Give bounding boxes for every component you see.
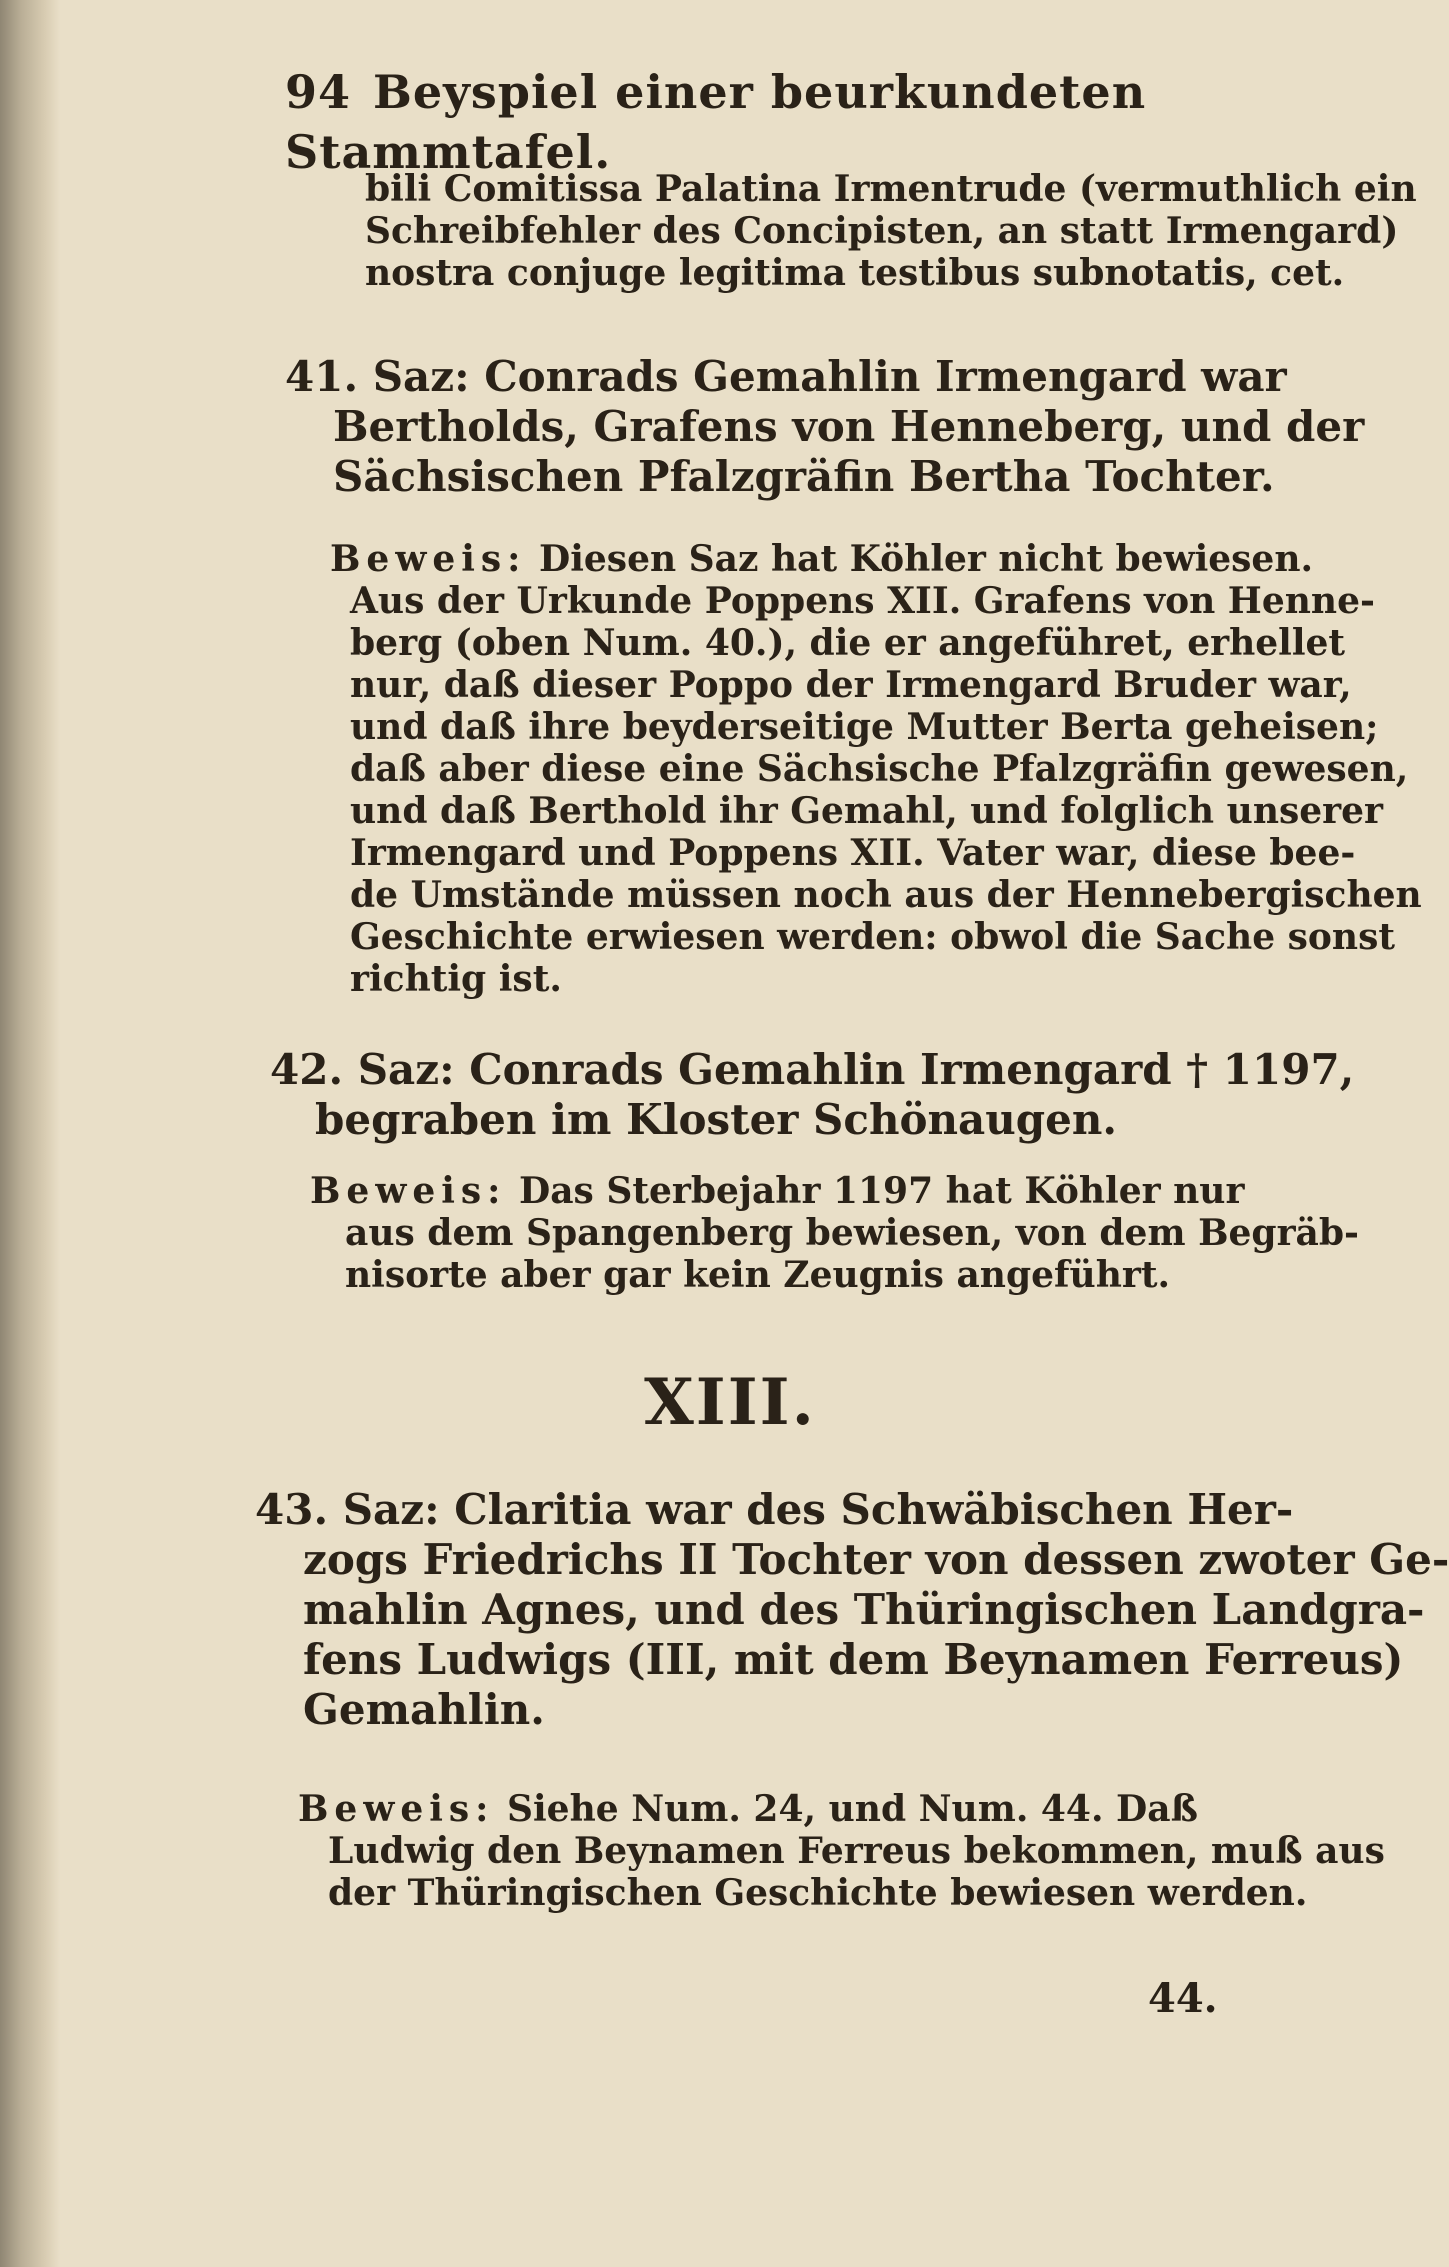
proof-label: Beweis: — [310, 1170, 507, 1212]
text-line: und daß Berthold ihr Gemahl, und folglich unserer — [350, 790, 1383, 832]
text-line: mahlin Agnes, und des Thüringischen Landgra- — [303, 1585, 1425, 1634]
proof-first-line — [330, 538, 1422, 580]
text-line: Sächsischen Pfalzgräfin Bertha Tochter. — [333, 452, 1275, 501]
text-line: Geschichte erwiesen werden: obwol die Sache sonst — [350, 916, 1395, 958]
text-line: Siehe Num. 24, und Num. 44. Daß — [494, 1788, 1198, 1830]
thesis-42 — [270, 1045, 1354, 1145]
text-line: Schreibfehler des Concipisten, an statt Irmengard) — [365, 210, 1399, 252]
running-title: Beyspiel einer beurkundeten Stammtafel. — [285, 65, 1147, 179]
proof-label: Beweis: — [298, 1788, 495, 1830]
text-line: Irmengard und Poppens XII. Vater war, diese bee- — [350, 832, 1356, 874]
catchword: 44. — [1148, 1975, 1218, 2022]
text-line: berg (oben Num. 40.), die er angeführet, erhellet — [350, 622, 1346, 664]
text-line: 42. Saz: Conrads Gemahlin Irmengard † 1197, — [270, 1045, 1355, 1094]
proof-41 — [330, 538, 1422, 1000]
text-line: aus dem Spangenberg bewiesen, von dem Begräb- — [345, 1212, 1359, 1254]
text-line: nisorte aber gar kein Zeugnis angeführt. — [345, 1254, 1171, 1296]
text-line: Gemahlin. — [303, 1685, 545, 1734]
text-line: richtig ist. — [350, 958, 562, 1000]
thesis-41 — [285, 352, 1364, 502]
proof-first-line — [298, 1788, 1385, 1830]
text-line: Bertholds, Grafens von Henneberg, und der — [333, 402, 1365, 451]
text-line: bili Comitissa Palatina Irmentrude (vermuthlich ein — [365, 168, 1417, 210]
text-line: nostra conjuge legitima testibus subnotatis, cet. — [365, 252, 1345, 294]
text-line: Das Sterbejahr 1197 hat Köhler nur — [506, 1170, 1245, 1212]
thesis-43 — [255, 1485, 1449, 1735]
text-line: Aus der Urkunde Poppens XII. Grafens von Henne- — [350, 580, 1375, 622]
page-number: 94 — [285, 65, 352, 119]
proof-42 — [310, 1170, 1359, 1296]
running-header — [285, 62, 1245, 182]
text-line: und daß ihre beyderseitige Mutter Berta geheisen; — [350, 706, 1379, 748]
text-line: zogs Friedrichs II Tochter von dessen zwoter Ge- — [303, 1535, 1449, 1584]
text-line: fens Ludwigs (III, mit dem Beynamen Ferreus) — [303, 1635, 1404, 1684]
text-line: 43. Saz: Claritia war des Schwäbischen Her- — [255, 1485, 1294, 1534]
proof-first-line — [310, 1170, 1359, 1212]
text-line: nur, daß dieser Poppo der Irmengard Bruder war, — [350, 664, 1352, 706]
chapter-heading: XIII. — [644, 1365, 816, 1440]
text-line: daß aber diese eine Sächsische Pfalzgräfin gewesen, — [350, 748, 1409, 790]
proof-43 — [298, 1788, 1385, 1914]
text-line: Ludwig den Beynamen Ferreus bekommen, muß aus — [328, 1830, 1385, 1872]
text-line: begraben im Kloster Schönaugen. — [315, 1095, 1118, 1144]
intro-paragraph — [365, 168, 1417, 294]
text-line: der Thüringischen Geschichte bewiesen werden. — [328, 1872, 1308, 1914]
text-line: 41. Saz: Conrads Gemahlin Irmengard war — [285, 352, 1287, 401]
text-line: de Umstände müssen noch aus der Hennebergischen — [350, 874, 1422, 916]
proof-label: Beweis: — [330, 538, 527, 580]
text-line: Diesen Saz hat Köhler nicht bewiesen. — [526, 538, 1314, 580]
